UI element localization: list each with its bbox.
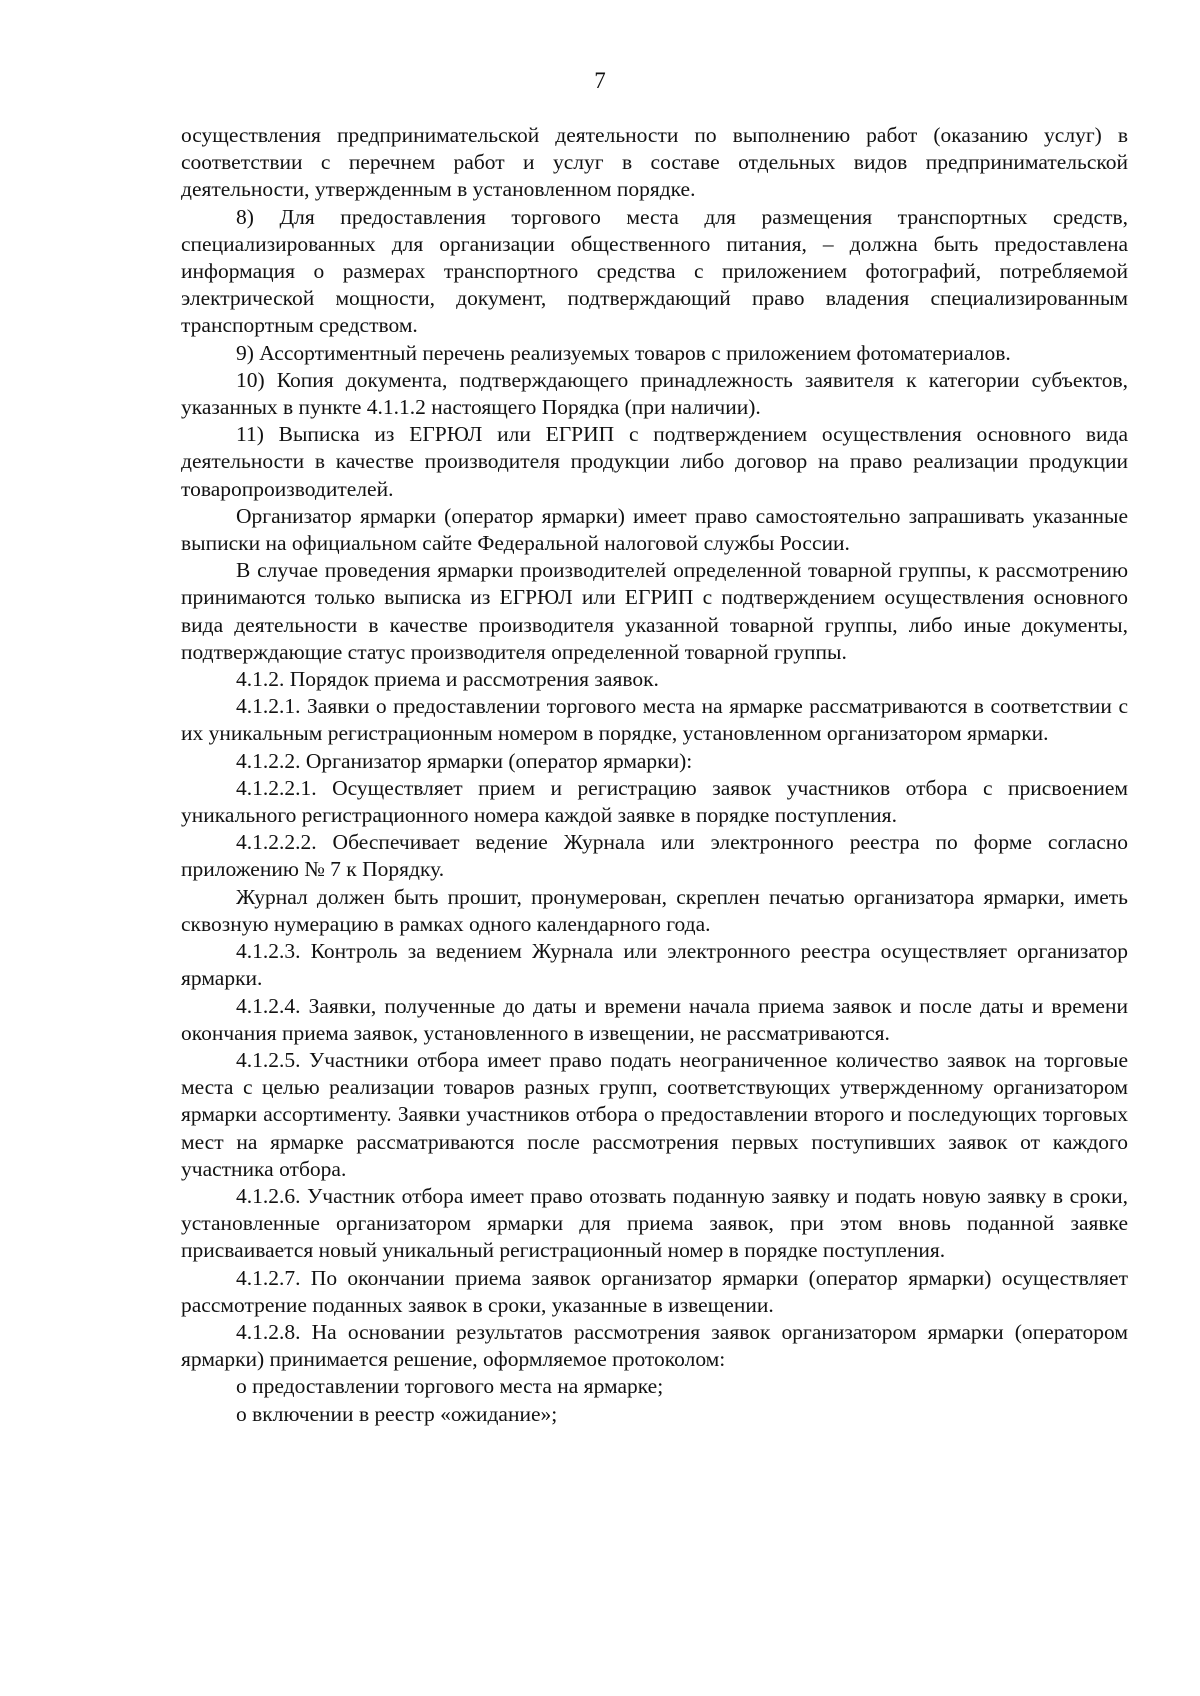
paragraph-item-11: 11) Выписка из ЕГРЮЛ или ЕГРИП с подтверждением осуществления основного вида деятельности в качестве производителя продукции либо договор на право реализации продукции товаропроизводителей. bbox=[181, 422, 1128, 501]
paragraph-4-1-2-2-2: 4.1.2.2.2. Обеспечивает ведение Журнала или электронного реестра по форме согласно приложению № 7 к Порядку. bbox=[181, 830, 1128, 882]
paragraph-journal: Журнал должен быть прошит, пронумерован, скреплен печатью организатора ярмарки, иметь сквозную нумерацию в рамках одного календарного года. bbox=[181, 884, 1128, 936]
paragraph-4-1-2-1: 4.1.2.1. Заявки о предоставлении торгового места на ярмарке рассматриваются в соответствии с их уникальным регистрационным номером в порядке, установленном организатором ярмарки. bbox=[181, 694, 1128, 746]
paragraph-4-1-2: 4.1.2. Порядок приема и рассмотрения заявок. bbox=[236, 667, 659, 692]
paragraph-4-1-2-3: 4.1.2.3. Контроль за ведением Журнала или электронного реестра осуществляет организатор ярмарки. bbox=[181, 939, 1128, 991]
paragraph-4-1-2-5: 4.1.2.5. Участники отбора имеет право подать неограниченное количество заявок на торговые места с целью реализации товаров разных групп, соответствующих утвержденному организатором ярмарки ассортименту. Заявки участников отбора о предоставлении второго и последующих торговых мест на ярмарке рассматриваются после рассмотрения первых поступивших заявок от каждого участника отбора. bbox=[181, 1047, 1128, 1181]
page-number: 7 bbox=[594, 68, 606, 93]
document-body bbox=[181, 122, 1128, 1428]
paragraph-continuation: осуществления предпринимательской деятельности по выполнению работ (оказанию услуг) в соответствии с перечнем работ и услуг в составе отдельных видов предпринимательской деятельности, утвержденным в установленном порядке. bbox=[181, 123, 1128, 202]
paragraph-4-1-2-8: 4.1.2.8. На основании результатов рассмотрения заявок организатором ярмарки (оператором ярмарки) принимается решение, оформляемое протоколом: bbox=[181, 1319, 1128, 1372]
paragraph-decision-waitlist: о включении в реестр «ожидание»; bbox=[236, 1401, 558, 1426]
paragraph-producer-fair: В случае проведения ярмарки производителей определенной товарной группы, к рассмотрению принимаются только выписка из ЕГРЮЛ или ЕГРИП с подтверждением осуществления основного вида деятельности в качестве производителя указанной товарной группы, либо иные документы, подтверждающие статус производителя определенной товарной группы. bbox=[181, 558, 1128, 664]
paragraph-4-1-2-7: 4.1.2.7. По окончании приема заявок организатор ярмарки (оператор ярмарки) осуществляет рассмотрение поданных заявок в сроки, указанные в извещении. bbox=[181, 1265, 1128, 1317]
paragraph-4-1-2-2-1: 4.1.2.2.1. Осуществляет прием и регистрацию заявок участников отбора с присвоением уникального регистрационного номера каждой заявке в порядке поступления. bbox=[181, 775, 1128, 828]
paragraph-item-10: 10) Копия документа, подтверждающего принадлежность заявителя к категории субъектов, указанных в пункте 4.1.1.2 настоящего Порядка (при наличии). bbox=[181, 367, 1128, 420]
paragraph-4-1-2-2: 4.1.2.2. Организатор ярмарки (оператор ярмарки): bbox=[236, 748, 693, 773]
paragraph-item-8: 8) Для предоставления торгового места для размещения транспортных средств, специализированных для организации общественного питания, – должна быть предоставлена информация о размерах транспортного средства с приложением фотографий, потребляемой электрической мощности, документ, подтверждающий право владения специализированным транспортным средством. bbox=[181, 204, 1128, 338]
paragraph-decision-place: о предоставлении торгового места на ярмарке; bbox=[236, 1374, 664, 1399]
paragraph-organizer-right: Организатор ярмарки (оператор ярмарки) имеет право самостоятельно запрашивать указанные выписки на официальном сайте Федеральной налоговой службы России. bbox=[181, 503, 1128, 556]
paragraph-item-9: 9) Ассортиментный перечень реализуемых товаров с приложением фотоматериалов. bbox=[236, 340, 1011, 365]
paragraph-4-1-2-6: 4.1.2.6. Участник отбора имеет право отозвать поданную заявку и подать новую заявку в сроки, установленные организатором ярмарки для приема заявок, при этом вновь поданной заявке присваивается новый уникальный регистрационный номер в порядке поступления. bbox=[181, 1183, 1128, 1263]
paragraph-4-1-2-4: 4.1.2.4. Заявки, полученные до даты и времени начала приема заявок и после даты и времени окончания приема заявок, установленного в извещении, не рассматриваются. bbox=[181, 993, 1128, 1045]
